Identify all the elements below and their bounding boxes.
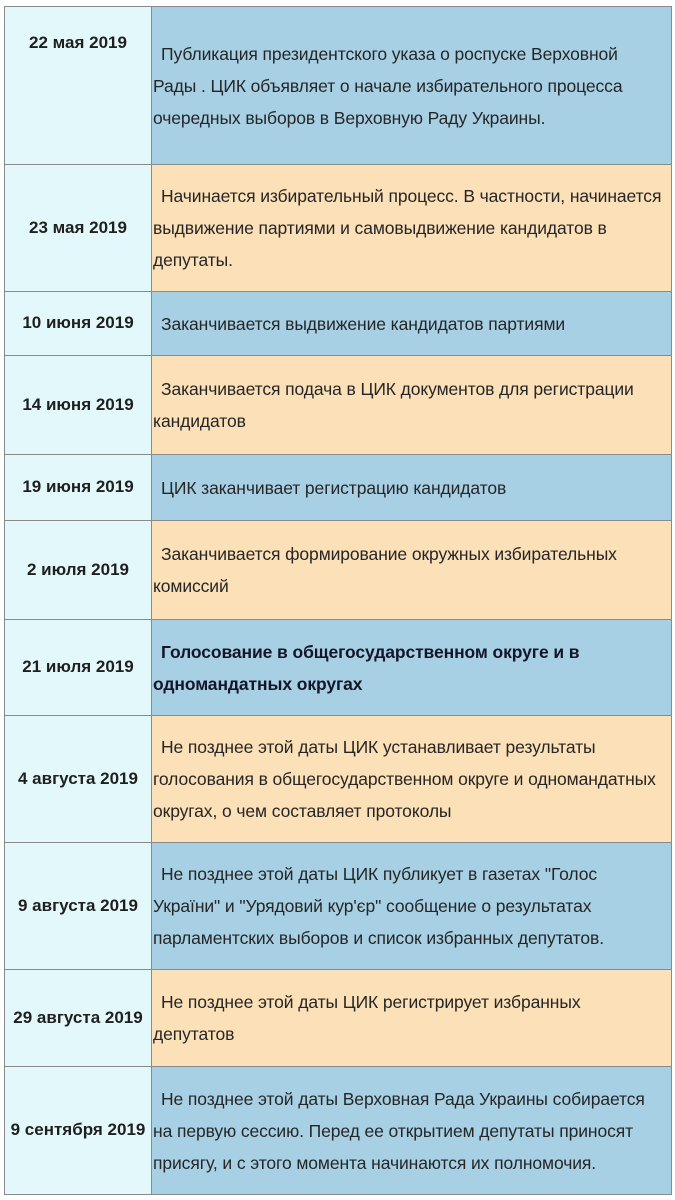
timeline-date: 19 июня 2019: [5, 455, 152, 521]
timeline-description: Не позднее этой даты ЦИК устанавливает результаты голосования в общегосударственном округе и одномандатных округах, о чем составляет протоколы: [152, 716, 672, 843]
timeline-row: [5, 620, 672, 716]
timeline-row: [5, 716, 672, 843]
timeline-description: ЦИК заканчивает регистрацию кандидатов: [152, 455, 672, 521]
election-timeline-table: [4, 6, 672, 1195]
timeline-row: [5, 843, 672, 970]
timeline-description: Начинается избирательный процесс. В частности, начинается выдвижение партиями и самовыдвижение кандидатов в депутаты.: [152, 165, 672, 292]
timeline-description: Не позднее этой даты Верховная Рада Украины собирается на первую сессию. Перед ее открытием депутаты приносят присягу, и с этого момента начинаются их полномочия.: [152, 1067, 672, 1195]
timeline-date: 22 мая 2019: [5, 7, 152, 165]
timeline-description: Заканчивается выдвижение кандидатов партиями: [152, 292, 672, 356]
timeline-description: Не позднее этой даты ЦИК публикует в газетах "Голос України" и "Урядовий кур'єр" сообщение о результатах парламентских выборов и список избранных депутатов.: [152, 843, 672, 970]
timeline-description: Заканчивается подача в ЦИК документов для регистрации кандидатов: [152, 356, 672, 455]
timeline-row: [5, 455, 672, 521]
timeline-description: Голосование в общегосударственном округе и в одномандатных округах: [152, 620, 672, 716]
timeline-date: 2 июля 2019: [5, 521, 152, 620]
timeline-row: [5, 356, 672, 455]
timeline-date: 10 июня 2019: [5, 292, 152, 356]
timeline-row: [5, 1067, 672, 1195]
timeline-description: Не позднее этой даты ЦИК регистрирует избранных депутатов: [152, 970, 672, 1067]
timeline-date: 14 июня 2019: [5, 356, 152, 455]
timeline-description: Публикация президентского указа о роспуске Верховной Рады . ЦИК объявляет о начале избирательного процесса очередных выборов в Верховную Раду Украины.: [152, 7, 672, 165]
timeline-date: 9 августа 2019: [5, 843, 152, 970]
timeline-date: 4 августа 2019: [5, 716, 152, 843]
timeline-row: [5, 7, 672, 165]
timeline-date: 23 мая 2019: [5, 165, 152, 292]
timeline-row: [5, 292, 672, 356]
timeline-row: [5, 521, 672, 620]
timeline-row: [5, 970, 672, 1067]
timeline-date: 29 августа 2019: [5, 970, 152, 1067]
timeline-date: 21 июля 2019: [5, 620, 152, 716]
timeline-date: 9 сентября 2019: [5, 1067, 152, 1195]
timeline-description: Заканчивается формирование окружных избирательных комиссий: [152, 521, 672, 620]
timeline-row: [5, 165, 672, 292]
